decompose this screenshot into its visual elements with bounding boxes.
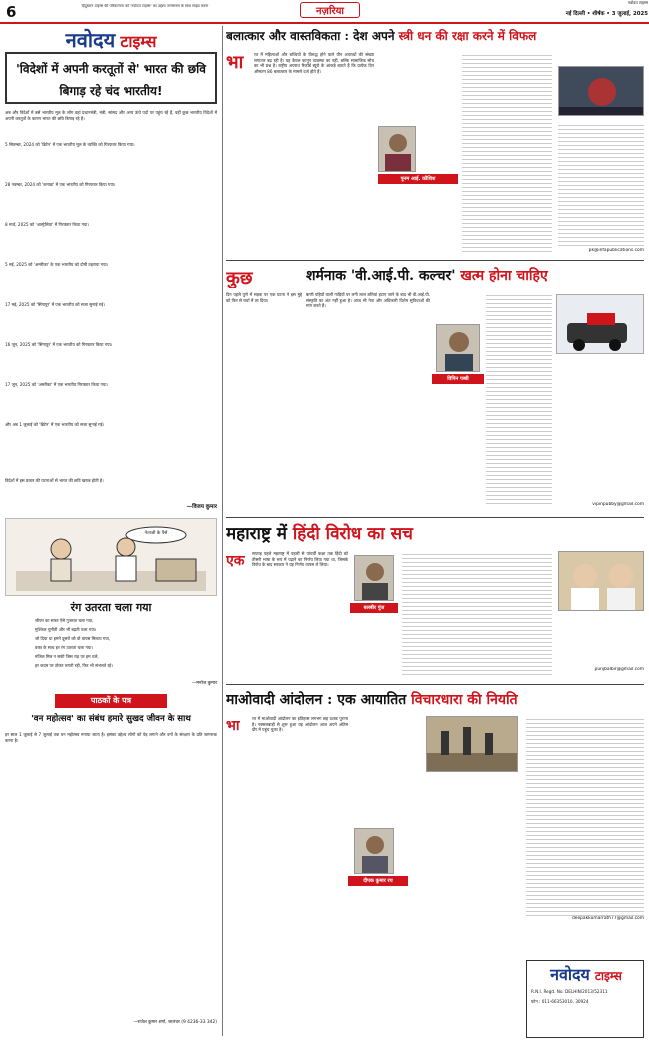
maharashtra-dropcap: एक [226, 553, 245, 569]
maharashtra-author-photo [354, 555, 394, 601]
editorial-closing: विदेशों में इस प्रकार की घटनाओं से भारत की छवि खराब होती है। [5, 478, 104, 483]
lead-email: pk@infapublications.com [588, 248, 644, 253]
kuch-body: दिन पहले पुणे में सड़क पर एक घटना ने इस मुद्दे को फिर से चर्चा में ला दिया। [226, 292, 302, 303]
editorial-brand-suffix: टाइम्स [120, 32, 157, 50]
poem-lines [35, 618, 215, 678]
column-rule-left [222, 26, 223, 1036]
vip-side-text [486, 292, 552, 506]
kuch-block [226, 264, 302, 514]
lead-title [226, 26, 644, 46]
editorial-point: 5 मई, 2025 को 'अमरीका' के एक भारतीय को दोषी ठहराया गया। [5, 262, 109, 267]
letters-section-title: पाठकों के पत्र [55, 694, 167, 708]
section-label: नज़रिया [300, 2, 360, 18]
rule-1 [226, 260, 644, 261]
vip-author-photo [436, 324, 480, 372]
rule-3 [226, 684, 644, 685]
letters-body: हर साल 1 जुलाई से 7 जुलाई तक वन महोत्सव मनाया जाता है। इसका उद्देश्य लोगों को पेड़ लगाने और वनों के संरक्षण के प्रति जागरूक करना है। [5, 732, 217, 743]
footer-brand [527, 963, 644, 985]
maoist-dropcap: भा [226, 718, 240, 734]
maharashtra-side-text [402, 551, 552, 677]
poem-author: —मनोज कुमार [191, 681, 217, 686]
lead-body: रत में महिलाओं और बच्चियों के विरुद्ध होने वाले यौन अपराधों की संख्या लगातार बढ़ रही है। यह केवल कानून व्यवस्था का नहीं, बल्कि सामाजिक सोच का भी प्रश्न है। राष्ट्रीय अपराध रिकॉर्ड ब्यूरो के आंकड़े बताते हैं कि प्रत्येक दिन औसतन 86 बलात्कार के मामले दर्ज होते हैं। [254, 52, 374, 74]
footer-brand-name: नवोदय [550, 965, 590, 984]
maoist-photo [426, 716, 518, 772]
poem-block [5, 600, 217, 690]
editorial-points [5, 142, 217, 472]
maharashtra-article [226, 521, 644, 681]
lead-author-name: पूनम आई. कौशिश [378, 174, 458, 184]
editorial-point: 8 मार्च, 2025 को 'आस्ट्रेलिया' में गिरफ्तार किया गया। [5, 222, 89, 227]
poem-line: मंजिल मिल न सकी जिस राह पर हम चले, [35, 654, 99, 659]
footer-box [526, 960, 644, 1038]
cartoon-drawing [6, 519, 217, 596]
editorial-point: 17 जून, 2025 को 'अमरीका' में एक भारतीय गिरफ्तार किया गया। [5, 382, 109, 387]
lead-title-red: स्त्री धन की रक्षा करने में विफल [398, 29, 537, 43]
editorial-point: 17 मई, 2025 को 'सिंगापुर' में एक भारतीय को सजा सुनाई गई। [5, 302, 105, 307]
footer-phones: फोन : 011-66353010, 30924 [531, 999, 589, 1004]
paper-small: नवोदय टाइम्स [627, 0, 648, 5]
maharashtra-email: punjbalbir@gmail.com [594, 667, 644, 672]
editorial-signature: —विजय कुमार [186, 504, 217, 510]
maoist-author-name: दीपक कुमार रथ [348, 876, 408, 886]
lead-title-black: बलात्कार और वास्तविकता : देश अपने [226, 29, 395, 43]
dateline: नई दिल्ली • शीर्षक • 3 जुलाई, 2025 [565, 11, 648, 17]
rule-2 [226, 517, 644, 518]
vip-title [306, 264, 644, 288]
poem-line: वक्त के साथ हर रंग उतरता चला गया। [35, 645, 93, 650]
letters-block [5, 694, 217, 1036]
maoist-email: deepakkumarrath77@gmail.com [571, 916, 644, 921]
editorial-point: 28 नवम्बर, 2024 को 'कनाडा' में एक भारतीय को गिरफ्तार किया गया। [5, 182, 116, 187]
vip-title-black: शर्मनाक 'वी.आई.पी. कल्चर' [306, 268, 456, 284]
editorial-brand [5, 26, 217, 50]
vip-illustration [556, 294, 644, 354]
lead-side-text [558, 122, 644, 246]
lead-photo [558, 66, 644, 116]
lead-body-continued [462, 52, 552, 252]
poem-line: हर कदम पर ठोकर लगती रही, फिर भी संभलते रहे। [35, 663, 113, 668]
maoist-title-black: माओवादी आंदोलन : एक आयातित [226, 692, 407, 708]
maoist-title [226, 688, 644, 712]
lead-article [226, 26, 644, 258]
cartoon [5, 518, 217, 596]
maoist-title-red: विचारधारा की नियति [411, 692, 518, 708]
poem-title: रंग उतरता चला गया [70, 601, 152, 614]
editorial-brand-name: नवोदय [65, 28, 116, 50]
maharashtra-body: सप्ताह पहले महाराष्ट्र में पहली से पांचवीं कक्षा तक हिंदी को तीसरी भाषा के रूप में पढ़ाने का निर्णय लिया गया था, जिसके विरोध के बाद सरकार ने यह निर्णय वापस ले लिया। [252, 551, 348, 568]
poem-line: मुश्किल चुनौती और भी बढ़ती चला गया। [35, 627, 97, 632]
footer-brand-suffix: टाइम्स [594, 969, 622, 983]
kuch-headline: कुछ [226, 268, 253, 288]
maoist-side-text [526, 716, 644, 916]
poem-line: जीवन का सफर ऐसे गुजरता चला गया, [35, 618, 94, 623]
poem-line: जो दिया था हमने दूसरों को वो वापस मिलता गया, [35, 636, 111, 641]
editorial-block [5, 26, 217, 596]
maoist-author-photo [354, 828, 394, 874]
top-note: हिंदुस्तान टाइम्स की परिकल्पना को 'नवोदय टाइम्स' का उद्देश्य जनमानस के साथ साझा करना [81, 4, 209, 8]
maoist-article [226, 688, 644, 956]
vip-email: vipinpubby@gmail.com [592, 502, 644, 507]
maharashtra-photo [558, 551, 644, 611]
vip-author-name: विपिन पब्बी [432, 374, 484, 384]
vip-body: बाणी पहियों वाली गाड़ियों पर लगी लाल बत्तियां हटाए जाने के बाद भी वी.आई.पी. संस्कृति का अंत नहीं हुआ है। आज भी नेता और अधिकारी विशेष सुविधाओं की मांग करते हैं। [306, 292, 430, 309]
editorial-title: 'विदेशों में अपनी करतूतों से' भारत की छवि बिगाड़ रहे चंद भारतीय! [5, 52, 217, 104]
maoist-body: रत में माओवादी आंदोलन का इतिहास लगभग छह दशक पुराना है। नक्सलबाड़ी से शुरू हुआ यह आंदोलन आज अपने अंतिम दौर में पहुंच चुका है। [252, 716, 348, 733]
vip-article [306, 264, 644, 514]
editorial-point: और अब 1 जुलाई को 'ब्रिटेन' में एक भारतीय को सजा सुनाई गई। [5, 422, 105, 427]
cartoon-caption: नेताजी के पैसे [144, 531, 168, 536]
editorial-intro: अब और विदेशों में बसे भारतीय मूल के लोग वहां प्रधानमंत्री, मंत्री, सांसद और अन्य ऊंचे पदों पर पहुंच रहे हैं, वहीं कुछ भारतीय विदेशों में अपनी करतूतों के कारण भारत की छवि बिगाड़ रहे हैं। [5, 110, 217, 121]
footer-imprint: R.N.I. Regd. No. DELHIN/2013/52311 [531, 989, 608, 994]
maharashtra-author-name: बलबीर पुंज [350, 603, 398, 613]
lead-author-photo [378, 126, 416, 172]
letters-author: —राजेश कुमार शर्मा, जालंधर (9 4236-33 342) [133, 1020, 217, 1025]
maharashtra-title [226, 521, 644, 547]
editorial-point: 5 सितम्बर, 2024 को 'ब्रिटेन' में एक भारतीय मूल के व्यक्ति को गिरफ्तार किया गया। [5, 142, 135, 147]
editorial-point: 16 जून, 2025 को 'सिंगापुर' में एक भारतीय को गिरफ्तार किया गया। [5, 342, 113, 347]
vip-title-red: खत्म होना चाहिए [460, 268, 548, 284]
masthead-rule [0, 22, 649, 24]
lead-dropcap: भा [226, 52, 244, 72]
letters-title: 'वन महोत्सव' का संबंध हमारे सुखद जीवन के साथ [31, 714, 191, 724]
maharashtra-title-black: महाराष्ट्र में [226, 524, 287, 544]
page-number: 6 [6, 3, 17, 21]
maharashtra-title-red: हिंदी विरोध का सच [292, 524, 413, 544]
